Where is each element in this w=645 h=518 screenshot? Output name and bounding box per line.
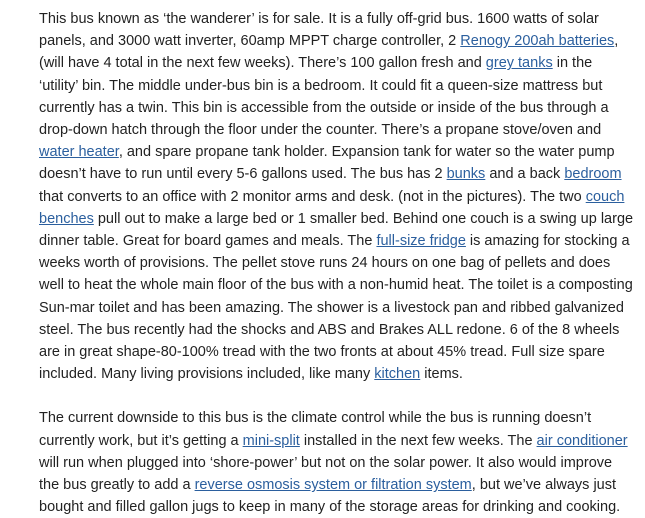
text-run: , and spare propane tank holder. Expansion tank for water so the water pump doesn’t have to run until every 5-6 gallons used. The bus has 2 — [39, 144, 615, 183]
link-air-conditioner[interactable]: air conditioner — [536, 432, 628, 449]
text-run: This bus known as ‘the wanderer’ is for sale. It is a fully off-grid bus. 1600 watts of solar panels, and 3000 watt inverter, 60amp MPPT charge controller, 2 — [39, 11, 599, 50]
link-water-heater[interactable]: water heater — [39, 144, 119, 161]
text-run: The current downside to this bus is the climate control while the bus is running doesn’t currently work, but it’s getting a — [39, 410, 592, 449]
link-mini-split[interactable]: mini-split — [242, 432, 300, 449]
paragraph-downsides — [39, 407, 635, 518]
link-reverse-osmosis[interactable]: reverse osmosis system or filtration system — [194, 477, 472, 494]
text-run: and a back — [485, 166, 565, 183]
link-bedroom[interactable]: bedroom — [564, 166, 622, 183]
text-run: in the ‘utility’ bin. The middle under-bus bin is a bedroom. It could fit a queen-size mattress but currently has a twin. This bin is accessible from the outside or inside of the bus through a drop-down hatch through the floor under the counter. There’s a propane stove/oven and — [39, 55, 609, 139]
link-grey-tanks[interactable]: grey tanks — [485, 55, 553, 72]
paragraph-description — [39, 8, 635, 385]
link-kitchen[interactable]: kitchen — [374, 366, 421, 383]
text-run: pull out to make a large bed or 1 smaller bed. Behind one couch is a swing up large dinner table. Great for board games and meals. The — [39, 210, 634, 250]
text-run: will run when plugged into ‘shore-power’ but not on the solar power. It also would improve the bus greatly to add a — [39, 454, 613, 494]
link-renogy-batteries[interactable]: Renogy 200ah batteries — [460, 33, 615, 50]
link-couch-benches[interactable]: couch benches — [39, 188, 625, 227]
text-run: is amazing for stocking a weeks worth of provisions. The pellet stove runs 24 hours on one bag of pellets and does well to heat the whole main floor of the bus with a non-humid heat. The toilet is a composting Sun-mar toilet and has been amazing. The shower is a livestock pan and ribbed galvanized steel. The bus recently had the shocks and ABS and Brakes ALL redone. 6 of the 8 wheels are in great shape-80-100% tread with the two fronts at about 45% tread. Full size spare included. Many living provisions included, like many — [39, 233, 633, 383]
text-run: installed in the next few weeks. The — [299, 432, 537, 449]
link-bunks[interactable]: bunks — [446, 166, 486, 183]
text-run: that converts to an office with 2 monitor arms and desk. (not in the pictures). The two — [39, 188, 586, 205]
text-run: items. — [420, 366, 463, 383]
text-run: , (will have 4 total in the next few weeks). There’s 100 gallon fresh and — [39, 33, 619, 72]
text-run: , but we’ve always just bought and filled gallon jugs to keep in many of the storage areas for drinking and cooking. — [39, 477, 621, 516]
link-full-size-fridge[interactable]: full-size fridge — [376, 233, 466, 250]
